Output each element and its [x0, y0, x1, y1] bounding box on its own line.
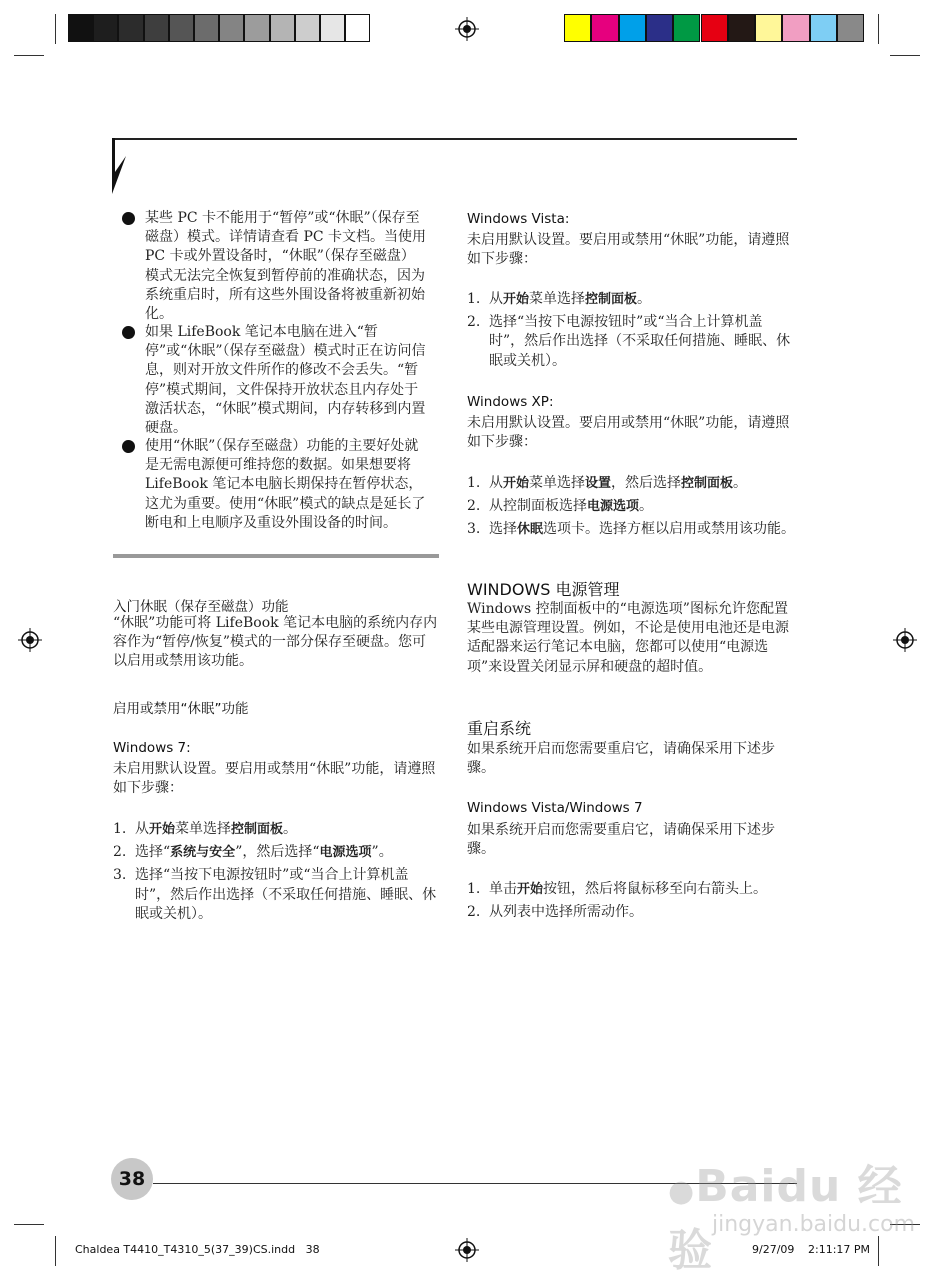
bullet-item: [122, 323, 427, 438]
step-text: 菜单选择: [529, 475, 586, 491]
step-number: 1.: [467, 291, 481, 307]
color-swatch: [169, 14, 194, 42]
color-swatch: [118, 14, 143, 42]
step-number: 3.: [467, 521, 481, 538]
step-text: 按钮，然后将鼠标移至向右箭头上。: [543, 881, 768, 897]
step-number: 2.: [467, 314, 481, 331]
color-swatch: [295, 14, 320, 42]
enable-heading: 启用或禁用“休眠”功能: [113, 701, 249, 717]
step-number: 2.: [113, 844, 127, 861]
step-item: [467, 290, 797, 309]
step-emphasis: 控制面板: [585, 292, 638, 307]
step-item: [113, 820, 440, 839]
step-text: 从列表中选择所需动作。: [489, 904, 643, 921]
bullet-icon: [122, 212, 135, 225]
crop-mark: [878, 14, 879, 44]
color-swatch: [837, 14, 864, 42]
color-swatch: [219, 14, 244, 42]
vista-steps: [467, 290, 797, 375]
step-emphasis: 控制面板: [231, 822, 284, 837]
color-swatch: [755, 14, 782, 42]
color-swatch: [728, 14, 755, 42]
color-swatch: [320, 14, 345, 42]
step-number: 2.: [467, 904, 481, 921]
color-swatch: [701, 14, 728, 42]
crop-mark: [890, 55, 920, 56]
step-emphasis: 电源选项: [319, 845, 372, 861]
bullet-text: 某些 PC 卡不能用于“暂停”或“休眠”（保存至磁盘）模式。详情请查看 PC 卡文档。当使用 PC 卡或外置设备时，“休眠”（保存至磁盘）模式无法完全恢复到暂停前的准确状态，因为系统重启时，所有这些外围设备将被重新初始化。: [145, 210, 427, 323]
color-swatch: [646, 14, 673, 42]
color-swatch: [270, 14, 295, 42]
restart-steps: [467, 880, 797, 926]
color-swatch: [782, 14, 809, 42]
step-emphasis: 控制面板: [681, 476, 734, 491]
vista-text: 未启用默认设置。要启用或禁用“休眠”功能，请遵照如下步骤：: [467, 232, 790, 268]
step-emphasis: 系统与安全: [170, 845, 236, 861]
header-rule: [113, 138, 797, 140]
color-swatch: [810, 14, 837, 42]
color-swatch: [673, 14, 700, 42]
step-emphasis: 电源选项: [587, 499, 640, 515]
step-emphasis: 开始: [517, 882, 544, 897]
step-item: [467, 880, 797, 899]
paw-icon: ●: [668, 1174, 696, 1209]
crop-mark: [14, 55, 44, 56]
step-emphasis: 开始: [149, 822, 176, 837]
xp-text: 未启用默认设置。要启用或禁用“休眠”功能，请遵照如下步骤：: [467, 415, 790, 451]
header-corner-tab: [112, 138, 126, 194]
step-text: 选择“当按下电源按钮时”或“当合上计算机盖时”，然后作出选择（不采取任何措施、睡眠、休眠或关机）。: [489, 314, 791, 369]
page-number: 38: [118, 1168, 146, 1190]
color-swatch: [144, 14, 169, 42]
step-item: [467, 903, 797, 922]
step-emphasis: 休眠: [517, 522, 544, 538]
step-text: 选择“: [135, 844, 171, 861]
crop-mark: [55, 14, 56, 44]
xp-heading: Windows XP:: [467, 394, 554, 410]
note-divider: [113, 554, 439, 558]
xp-steps: [467, 474, 797, 544]
vista7-text: 如果系统开启而您需要重启它，请确保采用下述步骤。: [467, 822, 775, 858]
file-name: Chaldea T4410_T4310_5(37_39)CS.indd 38: [75, 1243, 320, 1256]
color-swatch: [619, 14, 646, 42]
step-text: 从控制面板选择: [489, 498, 587, 515]
step-number: 1.: [467, 881, 481, 897]
color-swatch: [194, 14, 219, 42]
step-item: [467, 497, 797, 516]
bullet-item: [122, 437, 427, 533]
power-text: Windows 控制面板中的“电源选项”图标允许您配置某些电源管理设置。例如，不论是使用电池还是电源适配器来运行笔记本电脑，您都可以使用“电源选项”来设置关闭显示屏和硬盘的超时值。: [467, 601, 789, 675]
restart-heading: 重启系统: [467, 719, 532, 738]
step-text: ”。: [371, 844, 393, 861]
step-item: [467, 520, 797, 539]
step-text: 。: [637, 291, 652, 307]
step-text: 从: [489, 475, 503, 491]
hibernate-heading: 入门休眠（保存至磁盘）功能: [113, 599, 289, 615]
step-item: [467, 474, 797, 493]
power-heading: WINDOWS 电源管理: [467, 580, 620, 599]
step-number: 2.: [467, 498, 481, 515]
print-time: 2:11:17 PM: [808, 1243, 871, 1256]
step-item: [113, 866, 440, 924]
hibernate-text: “休眠”功能可将 LifeBook 笔记本电脑的系统内存内容作为“暂停/恢复”模式的一部分保存至硬盘。您可以启用或禁用该功能。: [113, 615, 438, 670]
color-swatch: [591, 14, 618, 42]
step-text: 从: [135, 821, 149, 837]
registration-mark-icon: [18, 628, 42, 652]
restart-text: 如果系统开启而您需要重启它，请确保采用下述步骤。: [467, 741, 775, 777]
step-text: 选项卡。选择方框以启用或禁用该功能。: [543, 521, 796, 538]
step-text: 。: [733, 475, 748, 491]
win7-steps: [113, 820, 440, 928]
step-number: 1.: [467, 475, 481, 491]
watermark-url: jingyan.baidu.com: [712, 1212, 916, 1237]
step-number: 1.: [113, 821, 127, 837]
crop-mark: [55, 1236, 56, 1266]
step-number: 3.: [113, 867, 127, 884]
vista-heading: Windows Vista:: [467, 211, 570, 227]
step-text: ”，然后选择“: [235, 844, 320, 861]
registration-mark-icon: [893, 628, 917, 652]
win7-text: 未启用默认设置。要启用或禁用“休眠”功能，请遵照如下步骤：: [113, 761, 436, 797]
color-swatch: [93, 14, 118, 42]
step-item: [467, 313, 797, 371]
bullet-text: 使用“休眠”（保存至磁盘）功能的主要好处就是无需电源便可维持您的数据。如果想要将 LifeBook 笔记本电脑长期保持在暂停状态，这尤为重要。使用“休眠”模式的缺点是延长了断电和上电顺序及重设外围设备的时间。: [145, 438, 426, 531]
bullet-icon: [122, 440, 135, 453]
bullet-icon: [122, 326, 135, 339]
print-date: 9/27/09: [752, 1243, 795, 1256]
bullet-item: [122, 209, 427, 324]
color-swatch: [564, 14, 591, 42]
step-emphasis: 开始: [503, 292, 530, 307]
step-text: 菜单选择: [529, 291, 586, 307]
step-text: 选择: [489, 521, 517, 538]
step-text: 。: [639, 498, 654, 515]
step-emphasis: 开始: [503, 476, 530, 491]
crop-mark: [14, 1224, 44, 1225]
step-text: 菜单选择: [175, 821, 232, 837]
step-text: 从: [489, 291, 503, 307]
step-text: ，然后选择: [611, 475, 682, 491]
win7-heading: Windows 7:: [113, 740, 191, 756]
step-text: 。: [283, 821, 298, 837]
vista7-heading: Windows Vista/Windows 7: [467, 800, 643, 816]
step-emphasis: 设置: [585, 476, 612, 491]
color-swatch: [345, 14, 370, 42]
step-text: 选择“当按下电源按钮时”或“当合上计算机盖时”，然后作出选择（不采取任何措施、睡眠、休眠或关机）。: [135, 867, 437, 922]
registration-mark-icon: [455, 17, 479, 41]
step-text: 单击: [489, 881, 517, 897]
bullet-text: 如果 LifeBook 笔记本电脑在进入“暂停”或“休眠”（保存至磁盘）模式时正在访问信息，则对开放文件所作的修改不会丢失。“暂停”模式期间，文件保持开放状态且内存处于激活状态，“休眠”模式期间，内存转移到内置硬盘。: [145, 324, 426, 437]
color-swatch: [68, 14, 93, 42]
color-swatch: [244, 14, 269, 42]
watermark-logo: ●Baidu 经验: [668, 1161, 903, 1276]
step-item: [113, 843, 440, 862]
registration-mark-icon: [455, 1238, 479, 1262]
